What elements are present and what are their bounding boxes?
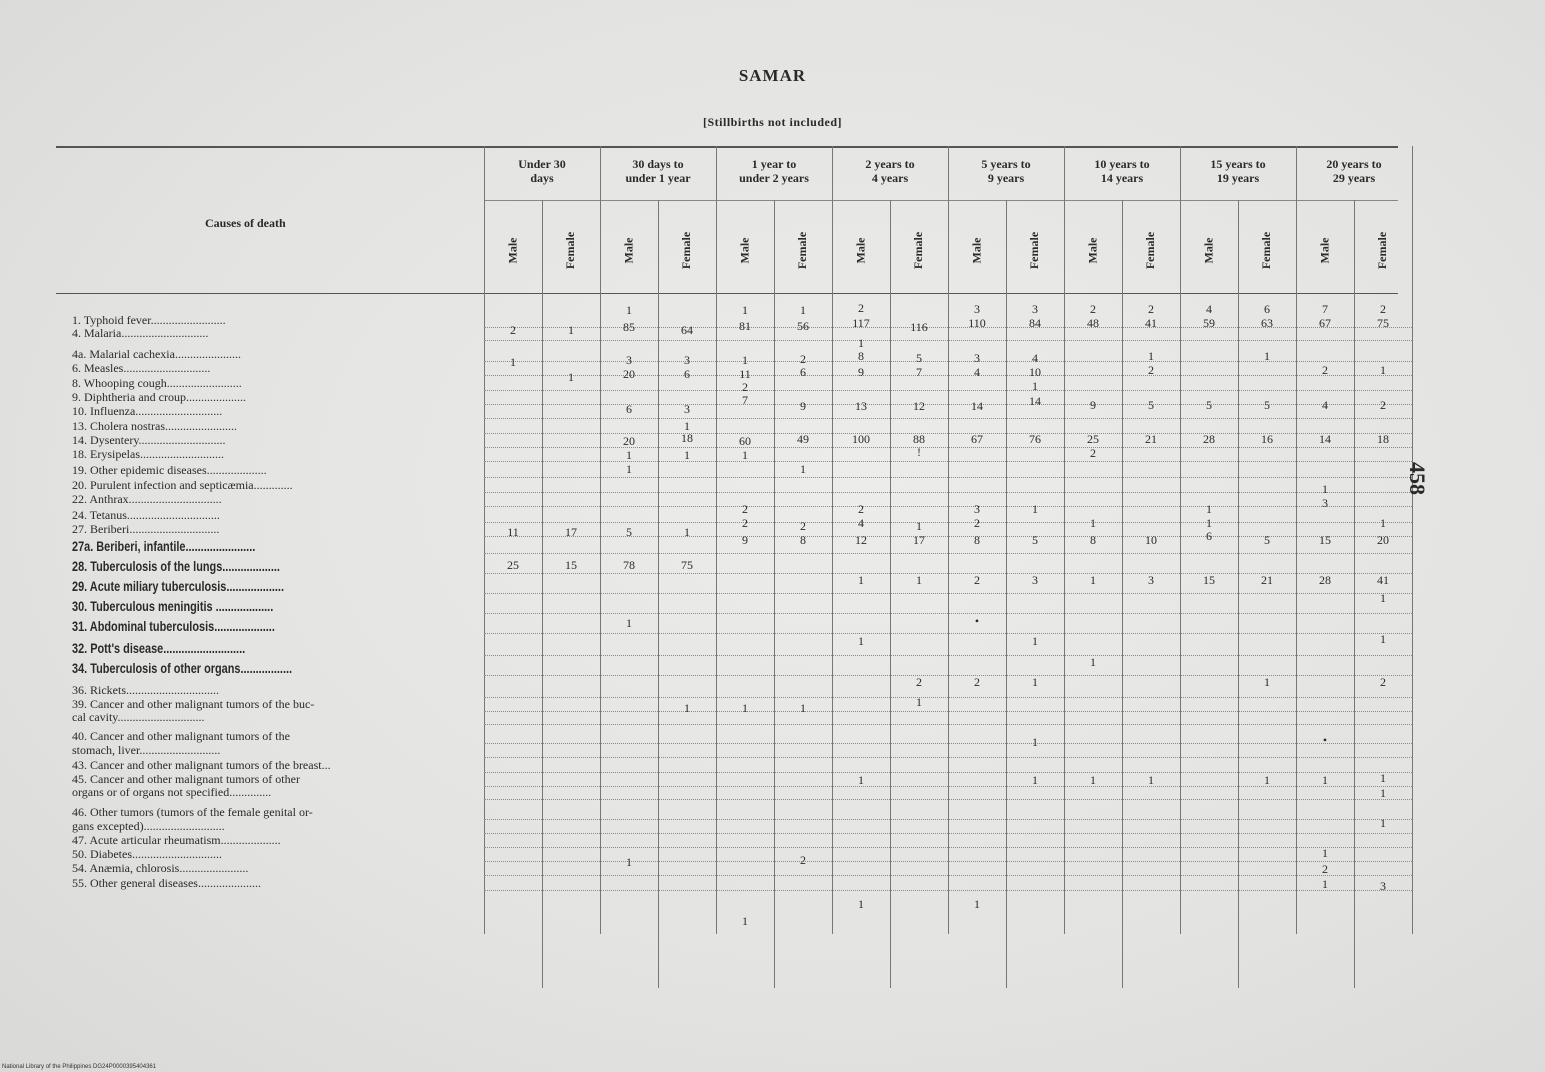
sex-label: Female <box>795 231 810 269</box>
table-cell: 1 <box>800 462 806 476</box>
table-cell: 2 <box>742 380 748 394</box>
table-cell: 49 <box>797 432 809 446</box>
table-cell: 3 <box>684 402 690 416</box>
cause-label: 31. Abdominal tuberculosis.................... <box>72 618 275 634</box>
table-cell: 3 <box>1148 573 1154 587</box>
female-column-header <box>542 210 600 290</box>
row-dotted-rule <box>484 818 1412 820</box>
cause-label: cal cavity............................. <box>72 710 205 724</box>
table-cell: 17 <box>565 525 577 539</box>
table-header-rule <box>56 293 1398 294</box>
table-cell: 6 <box>800 365 806 379</box>
table-cell: 4 <box>1206 302 1212 316</box>
table-cell: • <box>974 614 980 628</box>
table-cell: 21 <box>1261 573 1273 587</box>
table-cell: 7 <box>916 365 922 379</box>
cause-label: 43. Cancer and other malignant tumors of the breast... <box>72 758 331 772</box>
cause-label: 4. Malaria............................. <box>72 326 209 340</box>
table-cell: 14 <box>1029 394 1041 408</box>
table-cell: 67 <box>1319 316 1331 330</box>
table-cell: 3 <box>1322 496 1328 510</box>
table-cell: 100 <box>852 432 870 446</box>
table-cell: 1 <box>742 303 748 317</box>
female-column-header <box>1006 210 1064 290</box>
table-cell: 3 <box>1032 573 1038 587</box>
sex-label: Female <box>1027 231 1042 269</box>
page-title: SAMAR <box>738 66 807 85</box>
row-dotted-rule <box>484 798 1412 800</box>
table-cell: 2 <box>1380 398 1386 412</box>
cause-label: 19. Other epidemic diseases.................... <box>72 463 267 477</box>
sex-label: Female <box>911 231 926 269</box>
table-cell: 85 <box>623 320 635 334</box>
table-cell: 11 <box>739 367 751 381</box>
table-cell: 16 <box>1261 432 1273 446</box>
table-cell: 15 <box>1203 573 1215 587</box>
table-cell: 1 <box>1322 773 1328 787</box>
table-cell: 1 <box>742 353 748 367</box>
table-cell: 6 <box>1264 302 1270 316</box>
male-column-header <box>1180 210 1238 290</box>
cause-label: 4a. Malarial cachexia...................... <box>72 347 241 361</box>
table-cell: ! <box>917 445 921 459</box>
table-cell: 4 <box>974 365 980 379</box>
table-cell: 1 <box>1380 363 1386 377</box>
table-cell: 1 <box>800 701 806 715</box>
sex-label: Male <box>621 237 636 263</box>
cause-label: organs or of organs not specified.............. <box>72 785 272 799</box>
table-cell: 6 <box>626 402 632 416</box>
cause-label: 30. Tuberculous meningitis ................... <box>72 598 274 614</box>
cause-label: gans excepted)........................... <box>72 819 225 833</box>
sex-label: Female <box>679 231 694 269</box>
table-cell: 3 <box>1032 302 1038 316</box>
table-cell: 5 <box>1206 398 1212 412</box>
column-divider <box>890 200 891 988</box>
sex-label: Female <box>563 231 578 269</box>
table-cell: 1 <box>1206 502 1212 516</box>
age-group-header: 2 years to 4 years <box>865 157 915 185</box>
table-cell: 5 <box>1032 533 1038 547</box>
table-cell: 1 <box>742 701 748 715</box>
cause-label: 32. Pott's disease........................... <box>72 640 246 656</box>
table-top-rule <box>56 146 1398 148</box>
sex-label: Female <box>1375 231 1390 269</box>
table-cell: 1 <box>1090 573 1096 587</box>
cause-label: 34. Tuberculosis of other organs................. <box>72 660 293 676</box>
table-cell: 12 <box>855 533 867 547</box>
table-cell: 1 <box>858 336 864 350</box>
causes-header: Causes of death <box>205 216 286 230</box>
table-cell: 28 <box>1319 573 1331 587</box>
male-column-header <box>484 210 542 290</box>
table-cell: 8 <box>800 533 806 547</box>
table-cell: 1 <box>1264 675 1270 689</box>
row-dotted-rule <box>484 592 1412 594</box>
row-dotted-rule <box>484 491 1412 493</box>
table-cell: 1 <box>742 448 748 462</box>
table-cell: 11 <box>507 525 519 539</box>
table-cell: 1 <box>684 419 690 433</box>
table-cell: 4 <box>1322 398 1328 412</box>
cause-label: 50. Diabetes.............................. <box>72 847 222 861</box>
age-group-header: Under 30 days <box>518 157 566 185</box>
table-cell: 1 <box>858 634 864 648</box>
table-cell: 25 <box>507 558 519 572</box>
column-divider <box>774 200 775 988</box>
table-cell: 1 <box>974 897 980 911</box>
table-cell: 13 <box>855 399 867 413</box>
row-dotted-rule <box>484 846 1412 848</box>
female-column-header <box>1122 210 1180 290</box>
male-column-header <box>716 210 774 290</box>
table-cell: 1 <box>858 897 864 911</box>
table-cell: 12 <box>913 399 925 413</box>
cause-label: 46. Other tumors (tumors of the female genital or- <box>72 805 313 819</box>
table-cell: 88 <box>913 432 925 446</box>
age-group-header: 1 year to under 2 years <box>739 157 809 185</box>
table-cell: 1 <box>916 573 922 587</box>
table-cell: 117 <box>852 316 870 330</box>
row-dotted-rule <box>484 612 1412 614</box>
table-cell: 1 <box>916 519 922 533</box>
column-divider <box>1412 146 1413 934</box>
table-cell: 56 <box>797 319 809 333</box>
table-cell: 9 <box>800 399 806 413</box>
table-cell: 1 <box>1032 379 1038 393</box>
table-cell: 3 <box>626 353 632 367</box>
cause-label: 18. Erysipelas............................ <box>72 447 224 461</box>
table-cell: 1 <box>1032 675 1038 689</box>
cause-label: 22. Anthrax............................... <box>72 492 222 506</box>
table-cell: 9 <box>1090 398 1096 412</box>
table-cell: 1 <box>684 525 690 539</box>
female-column-header <box>890 210 948 290</box>
table-cell: 2 <box>1148 363 1154 377</box>
table-cell: 3 <box>684 353 690 367</box>
row-dotted-rule <box>484 696 1412 698</box>
table-cell: 18 <box>681 431 693 445</box>
cause-label: 14. Dysentery............................. <box>72 433 226 447</box>
table-cell: 67 <box>971 432 983 446</box>
sex-label: Male <box>505 237 520 263</box>
table-cell: 110 <box>968 316 986 330</box>
table-cell: 15 <box>565 558 577 572</box>
sex-label: Male <box>1201 237 1216 263</box>
column-divider <box>658 200 659 988</box>
female-column-header <box>1238 210 1296 290</box>
table-cell: 1 <box>1380 786 1386 800</box>
row-dotted-rule <box>484 756 1412 758</box>
table-cell: 28 <box>1203 432 1215 446</box>
table-cell: 1 <box>1032 773 1038 787</box>
table-cell: 14 <box>1319 432 1331 446</box>
age-group-header: 10 years to 14 years <box>1094 157 1150 185</box>
male-column-header <box>948 210 1006 290</box>
table-cell: 7 <box>742 393 748 407</box>
table-cell: 1 <box>858 573 864 587</box>
table-cell: 8 <box>974 533 980 547</box>
sex-label: Male <box>1085 237 1100 263</box>
table-cell: 2 <box>974 516 980 530</box>
table-cell: 41 <box>1145 316 1157 330</box>
row-dotted-rule <box>484 654 1412 656</box>
table-cell: 116 <box>910 320 928 334</box>
table-cell: 4 <box>1032 351 1038 365</box>
table-cell: 1 <box>1032 634 1038 648</box>
table-cell: 2 <box>974 675 980 689</box>
table-cell: 81 <box>739 319 751 333</box>
cause-label: 1. Typhoid fever......................... <box>72 313 226 327</box>
male-column-header <box>1064 210 1122 290</box>
table-cell: 2 <box>1322 363 1328 377</box>
table-cell: 1 <box>626 303 632 317</box>
row-dotted-rule <box>484 417 1412 419</box>
table-cell: 5 <box>1264 398 1270 412</box>
table-cell: 1 <box>1032 502 1038 516</box>
table-cell: 2 <box>858 301 864 315</box>
table-cell: 1 <box>858 773 864 787</box>
table-cell: 6 <box>684 367 690 381</box>
table-cell: 1 <box>626 448 632 462</box>
cause-label: 10. Influenza............................. <box>72 404 223 418</box>
cause-label: stomach, liver........................... <box>72 743 221 757</box>
table-cell: 2 <box>800 519 806 533</box>
table-cell: 2 <box>916 675 922 689</box>
sex-label: Male <box>853 237 868 263</box>
cause-label: 40. Cancer and other malignant tumors of the <box>72 729 290 743</box>
table-cell: 1 <box>1322 846 1328 860</box>
cause-label: 55. Other general diseases..................... <box>72 876 261 890</box>
footer-credit: National Library of the Philippines DG24P0000395404361 <box>2 1064 157 1070</box>
table-cell: • <box>1322 733 1328 747</box>
table-cell: 1 <box>1090 655 1096 669</box>
cause-label: 13. Cholera nostras........................ <box>72 419 237 433</box>
table-cell: 17 <box>913 533 925 547</box>
sex-label: Male <box>969 237 984 263</box>
cause-label: 8. Whooping cough......................... <box>72 376 242 390</box>
table-cell: 15 <box>1319 533 1331 547</box>
table-cell: 2 <box>800 853 806 867</box>
age-group-header: 30 days to under 1 year <box>625 157 691 185</box>
cause-label: 20. Purulent infection and septicæmia............. <box>72 478 293 492</box>
table-cell: 3 <box>974 502 980 516</box>
male-column-header <box>832 210 890 290</box>
table-cell: 1 <box>684 701 690 715</box>
table-cell: 1 <box>1090 773 1096 787</box>
table-cell: 41 <box>1377 573 1389 587</box>
row-dotted-rule <box>484 771 1412 773</box>
row-dotted-rule <box>484 710 1412 712</box>
table-cell: 1 <box>1264 773 1270 787</box>
column-divider <box>542 200 543 988</box>
table-cell: 8 <box>858 349 864 363</box>
group-sub-rule <box>484 200 1398 201</box>
page-number: 458 <box>1405 462 1430 495</box>
table-cell: 1 <box>1380 516 1386 530</box>
table-cell: 5 <box>1264 533 1270 547</box>
table-cell: 59 <box>1203 316 1215 330</box>
table-cell: 2 <box>1090 302 1096 316</box>
table-cell: 2 <box>1380 675 1386 689</box>
cause-label: 29. Acute miliary tuberculosis................... <box>72 578 285 594</box>
table-cell: 1 <box>1090 516 1096 530</box>
table-cell: 2 <box>1380 302 1386 316</box>
table-cell: 2 <box>742 502 748 516</box>
row-dotted-rule <box>484 476 1412 478</box>
table-cell: 10 <box>1029 365 1041 379</box>
row-dotted-rule <box>484 632 1412 634</box>
table-cell: 1 <box>1380 816 1386 830</box>
table-cell: 5 <box>1148 398 1154 412</box>
table-cell: 75 <box>1377 316 1389 330</box>
table-cell: 63 <box>1261 316 1273 330</box>
table-cell: 2 <box>858 502 864 516</box>
table-cell: 3 <box>974 351 980 365</box>
table-cell: 60 <box>739 434 751 448</box>
age-group-header: 5 years to 9 years <box>981 157 1031 185</box>
female-column-header <box>658 210 716 290</box>
table-cell: 6 <box>1206 529 1212 543</box>
table-cell: 21 <box>1145 432 1157 446</box>
table-cell: 25 <box>1087 432 1099 446</box>
table-cell: 1 <box>1032 735 1038 749</box>
female-column-header <box>1354 210 1412 290</box>
table-cell: 64 <box>681 323 693 337</box>
table-cell: 3 <box>974 302 980 316</box>
table-cell: 1 <box>1148 349 1154 363</box>
female-column-header <box>774 210 832 290</box>
table-cell: 1 <box>626 616 632 630</box>
table-cell: 2 <box>510 323 516 337</box>
cause-label: 27. Beriberi.............................. <box>72 522 220 536</box>
male-column-header <box>1296 210 1354 290</box>
table-cell: 1 <box>1322 877 1328 891</box>
table-cell: 14 <box>971 399 983 413</box>
table-cell: 2 <box>974 573 980 587</box>
table-cell: 75 <box>681 558 693 572</box>
table-cell: 10 <box>1145 533 1157 547</box>
row-dotted-rule <box>484 552 1412 554</box>
table-cell: 3 <box>1380 879 1386 893</box>
table-cell: 9 <box>858 365 864 379</box>
table-cell: 1 <box>626 462 632 476</box>
row-dotted-rule <box>484 874 1412 876</box>
age-group-header: 20 years to 29 years <box>1326 157 1382 185</box>
row-dotted-rule <box>484 889 1412 891</box>
table-cell: 76 <box>1029 432 1041 446</box>
cause-label: 54. Anæmia, chlorosis....................... <box>72 861 249 875</box>
table-cell: 1 <box>1206 516 1212 530</box>
cause-label: 47. Acute articular rheumatism.................... <box>72 833 281 847</box>
table-cell: 1 <box>1148 773 1154 787</box>
cause-label: 39. Cancer and other malignant tumors of the buc- <box>72 697 315 711</box>
row-dotted-rule <box>484 339 1412 341</box>
table-cell: 1 <box>742 914 748 928</box>
row-dotted-rule <box>484 389 1412 391</box>
row-dotted-rule <box>484 742 1412 744</box>
table-cell: 1 <box>568 323 574 337</box>
table-cell: 4 <box>858 516 864 530</box>
sex-label: Female <box>1143 231 1158 269</box>
page-subtitle: [Stillbirths not included] <box>702 115 843 129</box>
table-cell: 1 <box>568 370 574 384</box>
table-cell: 20 <box>623 367 635 381</box>
table-cell: 5 <box>626 525 632 539</box>
cause-label: 6. Measles............................. <box>72 361 211 375</box>
table-cell: 2 <box>1148 302 1154 316</box>
cause-label: 24. Tetanus............................... <box>72 508 220 522</box>
row-dotted-rule <box>484 723 1412 725</box>
table-cell: 1 <box>626 855 632 869</box>
table-cell: 1 <box>1380 632 1386 646</box>
row-dotted-rule <box>484 832 1412 834</box>
cause-label: 28. Tuberculosis of the lungs................... <box>72 558 280 574</box>
table-cell: 18 <box>1377 432 1389 446</box>
cause-label: 45. Cancer and other malignant tumors of other <box>72 772 300 786</box>
sex-label: Female <box>1259 231 1274 269</box>
table-cell: 9 <box>742 533 748 547</box>
table-cell: 1 <box>800 303 806 317</box>
cause-label: 27a. Beriberi, infantile....................... <box>72 538 256 554</box>
table-cell: 1 <box>1264 349 1270 363</box>
table-cell: 5 <box>916 351 922 365</box>
table-cell: 7 <box>1322 302 1328 316</box>
cause-label: 9. Diphtheria and croup.................... <box>72 390 246 404</box>
table-cell: 1 <box>510 355 516 369</box>
male-column-header <box>600 210 658 290</box>
table-cell: 1 <box>1322 482 1328 496</box>
table-cell: 2 <box>1322 862 1328 876</box>
table-cell: 2 <box>742 516 748 530</box>
table-cell: 20 <box>623 434 635 448</box>
table-cell: 2 <box>800 352 806 366</box>
table-cell: 1 <box>684 448 690 462</box>
table-cell: 1 <box>916 695 922 709</box>
table-cell: 48 <box>1087 316 1099 330</box>
age-group-header: 15 years to 19 years <box>1210 157 1266 185</box>
sex-label: Male <box>737 237 752 263</box>
table-cell: 20 <box>1377 533 1389 547</box>
table-cell: 84 <box>1029 316 1041 330</box>
sex-label: Male <box>1317 237 1332 263</box>
table-cell: 1 <box>1380 771 1386 785</box>
table-cell: 1 <box>1380 591 1386 605</box>
table-cell: 8 <box>1090 533 1096 547</box>
table-cell: 2 <box>1090 446 1096 460</box>
cause-label: 36. Rickets............................... <box>72 683 219 697</box>
table-cell: 78 <box>623 558 635 572</box>
